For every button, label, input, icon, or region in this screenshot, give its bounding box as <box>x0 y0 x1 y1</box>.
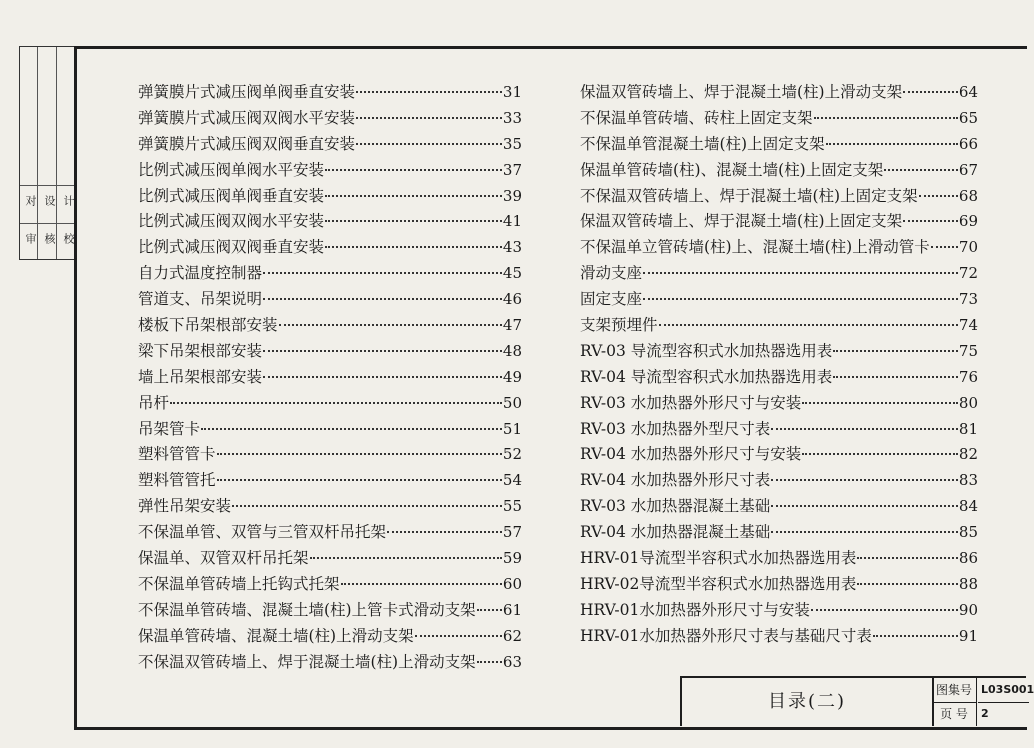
toc-entry-title: 自力式温度控制器 <box>138 264 263 283</box>
toc-entry-title: 保温双管砖墙上、焊于混凝土墙(柱)上固定支架 <box>580 212 903 231</box>
toc-leader-dots <box>170 402 502 404</box>
toc-leader-dots <box>310 557 502 559</box>
toc-entry-title: RV-04 水加热器混凝土基础 <box>580 523 771 542</box>
toc-entry-title: 管道支、吊架说明 <box>138 290 263 309</box>
toc-entry-page: 72 <box>958 264 978 283</box>
toc-entry <box>580 235 978 261</box>
toc-entry <box>138 158 522 184</box>
toc-leader-dots <box>833 376 958 378</box>
toc-entry <box>580 184 978 210</box>
toc-entry-title: 梁下吊架根部安装 <box>138 341 263 360</box>
toc-leader-dots <box>415 635 502 637</box>
toc-entry-title: 比例式减压阀单阀水平安装 <box>138 160 325 179</box>
toc-entry-page: 52 <box>502 445 522 464</box>
toc-right-column <box>580 80 978 650</box>
toc-entry <box>580 365 978 391</box>
toc-entry <box>138 572 522 598</box>
toc-leader-dots <box>826 143 958 145</box>
toc-entry-page: 46 <box>502 290 522 309</box>
toc-entry-title: 滑动支座 <box>580 264 643 283</box>
toc-leader-dots <box>325 220 502 222</box>
toc-entry-title: HRV-01水加热器外形尺寸与安装 <box>580 600 810 619</box>
toc-entry-title: 墙上吊架根部安装 <box>138 367 263 386</box>
toc-entry-title: 固定支座 <box>580 290 643 309</box>
toc-entry-page: 60 <box>502 574 522 593</box>
toc-entry <box>580 520 978 546</box>
toc-entry-title: HRV-01导流型半容积式水加热器选用表 <box>580 549 857 568</box>
toc-entry <box>138 287 522 313</box>
toc-entry-title: 弹簧膜片式减压阀双阀垂直安装 <box>138 134 356 153</box>
toc-entry <box>138 468 522 494</box>
toc-leader-dots <box>903 91 958 93</box>
toc-entry-page: 84 <box>958 497 978 516</box>
toc-entry <box>580 313 978 339</box>
toc-entry-page: 41 <box>502 212 522 231</box>
toc-entry-page: 69 <box>958 212 978 231</box>
toc-entry <box>138 546 522 572</box>
toc-entry-page: 75 <box>958 341 978 360</box>
toc-entry <box>580 80 978 106</box>
toc-entry-page: 66 <box>958 134 978 153</box>
toc-entry-page: 67 <box>958 160 978 179</box>
toc-entry <box>580 598 978 624</box>
toc-entry-page: 85 <box>958 523 978 542</box>
toc-leader-dots <box>771 428 958 430</box>
toc-entry-title: 保温单管砖墙(柱)、混凝土墙(柱)上固定支架 <box>580 160 884 179</box>
toc-entry <box>580 494 978 520</box>
toc-entry <box>580 132 978 158</box>
toc-entry-title: 不保温单管、双管与三管双杆吊托架 <box>138 523 387 542</box>
toc-entry <box>138 520 522 546</box>
toc-entry-title: 不保温单管砖墙、砖柱上固定支架 <box>580 108 813 127</box>
toc-entry-title: 支架预埋件 <box>580 316 658 335</box>
toc-leader-dots <box>802 453 958 455</box>
toc-leader-dots <box>217 453 502 455</box>
toc-entry-page: 49 <box>502 367 522 386</box>
toc-entry <box>580 261 978 287</box>
toc-entry-title: 不保温单立管砖墙(柱)上、混凝土墙(柱)上滑动管卡 <box>580 238 930 257</box>
toc-entry-title: 比例式减压阀双阀垂直安装 <box>138 238 325 257</box>
toc-entry-page: 55 <box>502 497 522 516</box>
toc-entry-page: 43 <box>502 238 522 257</box>
toc-leader-dots <box>263 376 502 378</box>
toc-entry-page: 63 <box>502 652 522 671</box>
toc-leader-dots <box>643 298 958 300</box>
toc-entry-page: 83 <box>958 471 978 490</box>
toc-entry-title: 不保温双管砖墙上、焊于混凝土墙(柱)上滑动支架 <box>138 652 476 671</box>
toc-leader-dots <box>857 557 958 559</box>
toc-entry-page: 86 <box>958 549 978 568</box>
toc-leader-dots <box>771 531 958 533</box>
toc-entry <box>138 184 522 210</box>
toc-entry-title: 保温双管砖墙上、焊于混凝土墙(柱)上滑动支架 <box>580 83 903 101</box>
toc-leader-dots <box>232 505 502 507</box>
toc-left-column <box>138 80 522 675</box>
toc-entry <box>138 650 522 676</box>
toc-leader-dots <box>356 143 502 145</box>
toc-entry-title: 弹簧膜片式减压阀双阀水平安装 <box>138 108 356 127</box>
toc-entry-title: RV-03 导流型容积式水加热器选用表 <box>580 341 833 360</box>
page-number-value: 2 <box>981 707 989 720</box>
toc-entry <box>580 106 978 132</box>
toc-entry-title: RV-03 水加热器外形尺寸与安装 <box>580 393 802 412</box>
toc-leader-dots <box>356 91 502 93</box>
toc-leader-dots <box>279 324 502 326</box>
toc-entry-title: 弹簧膜片式减压阀单阀垂直安装 <box>138 83 356 101</box>
toc-leader-dots <box>325 246 502 248</box>
toc-entry-page: 61 <box>502 600 522 619</box>
toc-leader-dots <box>325 195 502 197</box>
toc-entry <box>138 442 522 468</box>
toc-entry <box>138 339 522 365</box>
toc-leader-dots <box>341 583 502 585</box>
toc-entry-page: 37 <box>502 160 522 179</box>
toc-leader-dots <box>833 350 958 352</box>
toc-entry <box>138 391 522 417</box>
toc-entry-title: 保温单管砖墙、混凝土墙(柱)上滑动支架 <box>138 626 414 645</box>
sheet-title: 目录(二) <box>682 678 934 726</box>
toc-entry-title: 吊架管卡 <box>138 419 201 438</box>
toc-leader-dots <box>643 272 958 274</box>
toc-entry-title: 不保温单管砖墙上托钩式托架 <box>138 574 340 593</box>
toc-entry <box>580 339 978 365</box>
toc-entry <box>580 158 978 184</box>
toc-entry-page: 33 <box>502 108 522 127</box>
binding-cell: 对 <box>24 195 37 208</box>
toc-entry <box>580 417 978 443</box>
toc-leader-dots <box>873 635 958 637</box>
toc-entry <box>138 598 522 624</box>
toc-entry <box>580 546 978 572</box>
toc-entry <box>138 417 522 443</box>
binding-cell: 审 <box>24 233 37 246</box>
toc-entry-page: 62 <box>502 626 522 645</box>
page-number-label: 页 号 <box>932 702 977 726</box>
toc-entry-page: 50 <box>502 393 522 412</box>
toc-entry-page: 82 <box>958 445 978 464</box>
toc-entry-page: 65 <box>958 108 978 127</box>
toc-entry-page: 54 <box>502 471 522 490</box>
toc-entry-page: 48 <box>502 341 522 360</box>
toc-entry-page: 73 <box>958 290 978 309</box>
toc-entry-title: 楼板下吊架根部安装 <box>138 316 278 335</box>
toc-entry <box>580 468 978 494</box>
toc-leader-dots <box>802 402 958 404</box>
toc-entry-page: 80 <box>958 393 978 412</box>
toc-entry-page: 59 <box>502 549 522 568</box>
toc-leader-dots <box>931 246 958 248</box>
toc-leader-dots <box>811 609 958 611</box>
toc-leader-dots <box>771 479 958 481</box>
toc-entry-page: 88 <box>958 574 978 593</box>
toc-entry <box>138 209 522 235</box>
binding-cell: 核 <box>43 233 56 246</box>
toc-entry <box>580 442 978 468</box>
toc-entry <box>138 624 522 650</box>
toc-leader-dots <box>903 220 958 222</box>
toc-entry-title: 比例式减压阀双阀水平安装 <box>138 212 325 231</box>
toc-leader-dots <box>387 531 502 533</box>
toc-entry-page: 35 <box>502 134 522 153</box>
toc-entry-page: 31 <box>502 83 522 101</box>
toc-entry-page: 39 <box>502 186 522 205</box>
toc-entry <box>138 106 522 132</box>
toc-entry <box>580 572 978 598</box>
binding-cell: 校 <box>62 233 75 246</box>
toc-leader-dots <box>325 169 502 171</box>
toc-entry-page: 81 <box>958 419 978 438</box>
toc-entry-title: 塑料管管卡 <box>138 445 216 464</box>
toc-entry-page: 51 <box>502 419 522 438</box>
toc-entry-title: 弹性吊架安装 <box>138 497 232 516</box>
toc-leader-dots <box>814 117 958 119</box>
toc-entry-title: RV-03 水加热器外型尺寸表 <box>580 419 771 438</box>
toc-entry-title: 比例式减压阀单阀垂直安装 <box>138 186 325 205</box>
toc-entry <box>138 313 522 339</box>
atlas-number-label: 图集号 <box>932 678 977 703</box>
toc-entry-page: 70 <box>958 238 978 257</box>
toc-leader-dots <box>919 195 958 197</box>
toc-leader-dots <box>884 169 958 171</box>
toc-entry-title: RV-04 水加热器外形尺寸表 <box>580 471 771 490</box>
toc-entry-title: RV-04 水加热器外形尺寸与安装 <box>580 445 802 464</box>
toc-entry <box>138 365 522 391</box>
toc-entry <box>138 132 522 158</box>
toc-entry-title: HRV-01水加热器外形尺寸表与基础尺寸表 <box>580 626 872 645</box>
toc-entry-page: 91 <box>958 626 978 645</box>
toc-leader-dots <box>857 583 958 585</box>
toc-entry <box>580 287 978 313</box>
toc-entry-title: RV-04 导流型容积式水加热器选用表 <box>580 367 833 386</box>
toc-leader-dots <box>771 505 958 507</box>
toc-entry <box>138 261 522 287</box>
title-block <box>680 676 1034 726</box>
toc-leader-dots <box>201 428 502 430</box>
toc-entry <box>138 494 522 520</box>
toc-entry-title: 不保温单管砖墙、混凝土墙(柱)上管卡式滑动支架 <box>138 600 476 619</box>
binding-cell: 设 <box>43 195 56 208</box>
toc-entry <box>138 235 522 261</box>
binding-strip <box>19 46 76 260</box>
toc-entry-title: 塑料管管托 <box>138 471 216 490</box>
toc-leader-dots <box>356 117 502 119</box>
toc-entry <box>580 391 978 417</box>
toc-entry-title: 吊杆 <box>138 393 170 412</box>
toc-entry-title: 保温单、双管双杆吊托架 <box>138 549 309 568</box>
toc-entry-page: 57 <box>502 523 522 542</box>
toc-entry <box>580 624 978 650</box>
toc-entry-page: 74 <box>958 316 978 335</box>
toc-leader-dots <box>477 661 502 663</box>
toc-entry-page: 76 <box>958 367 978 386</box>
toc-entry-page: 90 <box>958 600 978 619</box>
toc-leader-dots <box>477 609 502 611</box>
toc-leader-dots <box>217 479 502 481</box>
toc-entry-title: 不保温单管混凝土墙(柱)上固定支架 <box>580 134 825 153</box>
toc-entry-page: 47 <box>502 316 522 335</box>
toc-leader-dots <box>263 350 502 352</box>
toc-leader-dots <box>263 298 502 300</box>
atlas-number-value: L03S001 <box>978 678 1029 703</box>
toc-entry-title: HRV-02导流型半容积式水加热器选用表 <box>580 574 857 593</box>
toc-leader-dots <box>263 272 502 274</box>
toc-entry <box>138 80 522 106</box>
toc-entry-page: 64 <box>958 83 978 101</box>
toc-entry-title: RV-03 水加热器混凝土基础 <box>580 497 771 516</box>
toc-leader-dots <box>659 324 958 326</box>
binding-cell: 计 <box>62 195 75 208</box>
toc-entry-page: 45 <box>502 264 522 283</box>
toc-entry <box>580 209 978 235</box>
toc-entry-page: 68 <box>958 186 978 205</box>
toc-entry-title: 不保温双管砖墙上、焊于混凝土墙(柱)上固定支架 <box>580 186 918 205</box>
